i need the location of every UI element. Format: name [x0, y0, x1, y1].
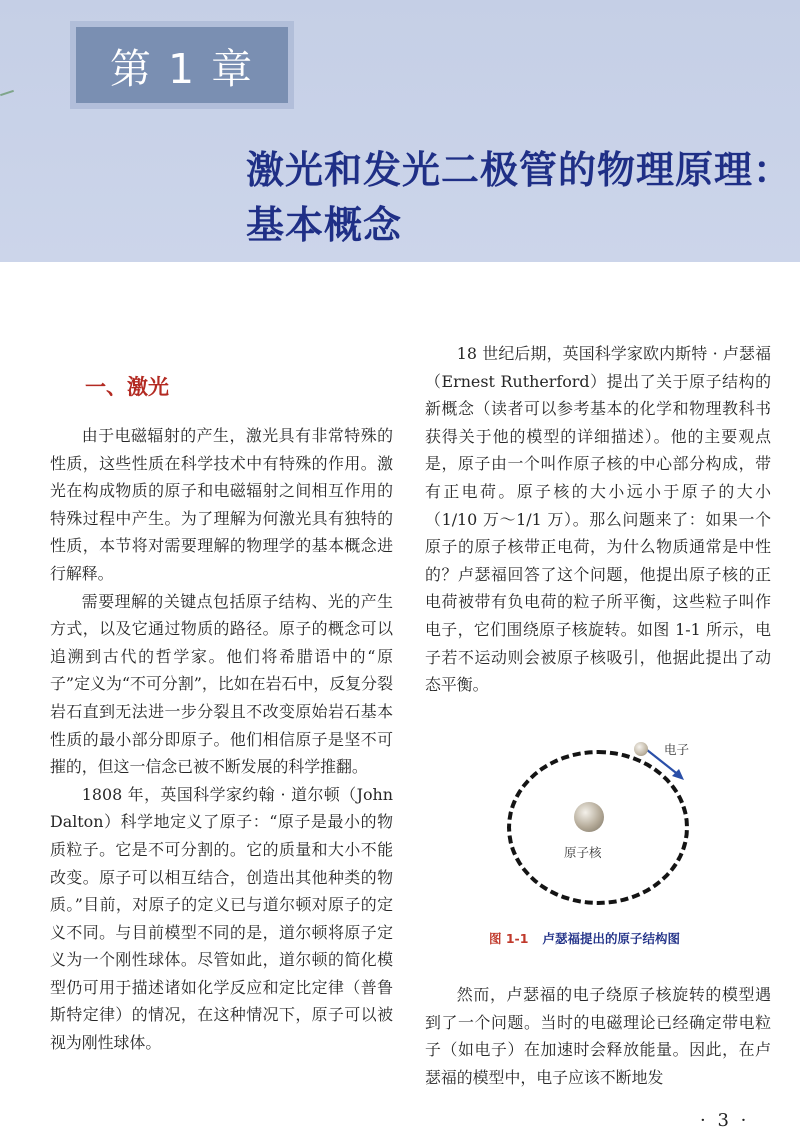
page-number: · 3 · [700, 1110, 750, 1131]
nucleus-sphere [574, 802, 604, 832]
electron-sphere [634, 742, 648, 756]
right-column [425, 340, 771, 699]
figure-caption-number: 图 1-1 [489, 931, 529, 946]
right-column-lower [425, 981, 771, 1091]
chapter-title-line1: 激光和发光二极管的物理原理： [246, 148, 793, 192]
left-paragraph-1: 由于电磁辐射的产生，激光具有非常特殊的性质，这些性质在科学技术中有特殊的作用。激光在构成物质的原子和电磁辐射之间相互作用的特殊过程中产生。为了理解为何激光具有独特的性质，本节将对需要理解的物理学的基本概念进行解释。 [50, 426, 393, 583]
nucleus-label: 原子核 [564, 845, 602, 860]
section-heading: 一、激光 [85, 375, 169, 399]
chapter-title-line2: 基本概念 [246, 203, 403, 247]
electron-label: 电子 [664, 742, 690, 757]
left-paragraph-3: 1808 年，英国科学家约翰 · 道尔顿（John Dalton）科学地定义了原子：“原子是最小的物质粒子。它是不可分割的。它的质量和大小不能改变。原子可以相互结合，创造出其他种类的物质。”目前，对原子的定义已与道尔顿对原子的定义不同。与目前模型不同的是，道尔顿将原子定义为一个刚性球体。尽管如此，道尔顿的简化模型仍可用于描述诸如化学反应和定比定律（普鲁斯特定律）的情况，在这种情况下，原子可以被视为刚性球体。 [50, 784, 393, 1053]
right-paragraph-2: 然而，卢瑟福的电子绕原子核旋转的模型遇到了一个问题。当时的电磁理论已经确定带电粒子（如电子）在加速时会释放能量。因此，在卢瑟福的模型中，电子应该不断地发 [425, 985, 771, 1087]
left-column [50, 422, 393, 1057]
left-paragraph-2: 需要理解的关键点包括原子结构、光的产生方式，以及它通过物质的路径。原子的概念可以追溯到古代的哲学家。他们将希腊语中的“原子”定义为“不可分割”，比如在岩石中，反复分裂岩石直到无法进一步分裂且不改变原始岩石基本性质的最小部分即原子。他们相信原子是坚不可摧的，但这一信念已被不断发展的科学推翻。 [50, 591, 393, 777]
chapter-label: 第 1 章 [109, 44, 255, 93]
figure-caption-text: 卢瑟福提出的原子结构图 [542, 931, 680, 946]
right-paragraph-1: 18 世纪后期，英国科学家欧内斯特 · 卢瑟福（Ernest Rutherford）提出了关于原子结构的新概念（读者可以参考基本的化学和物理教科书获得关于他的模型的详细描述）。他的主要观点是，原子由一个叫作原子核的中心部分构成，带有正电荷。原子核的大小远小于原子的大小（1/10 万～1/1 万）。那么问题来了：如果一个原子的原子核带正电荷，为什么物质通常是中性的？卢瑟福回答了这个问题，他提出原子核的正电荷被带有负电荷的粒子所平衡，这些粒子叫作电子，它们围绕原子核旋转。如图 1-1 所示，电子若不运动则会被原子核吸引，他据此提出了动态平衡。 [425, 344, 771, 695]
chapter-label-box [76, 27, 288, 103]
figure-caption [489, 929, 680, 947]
